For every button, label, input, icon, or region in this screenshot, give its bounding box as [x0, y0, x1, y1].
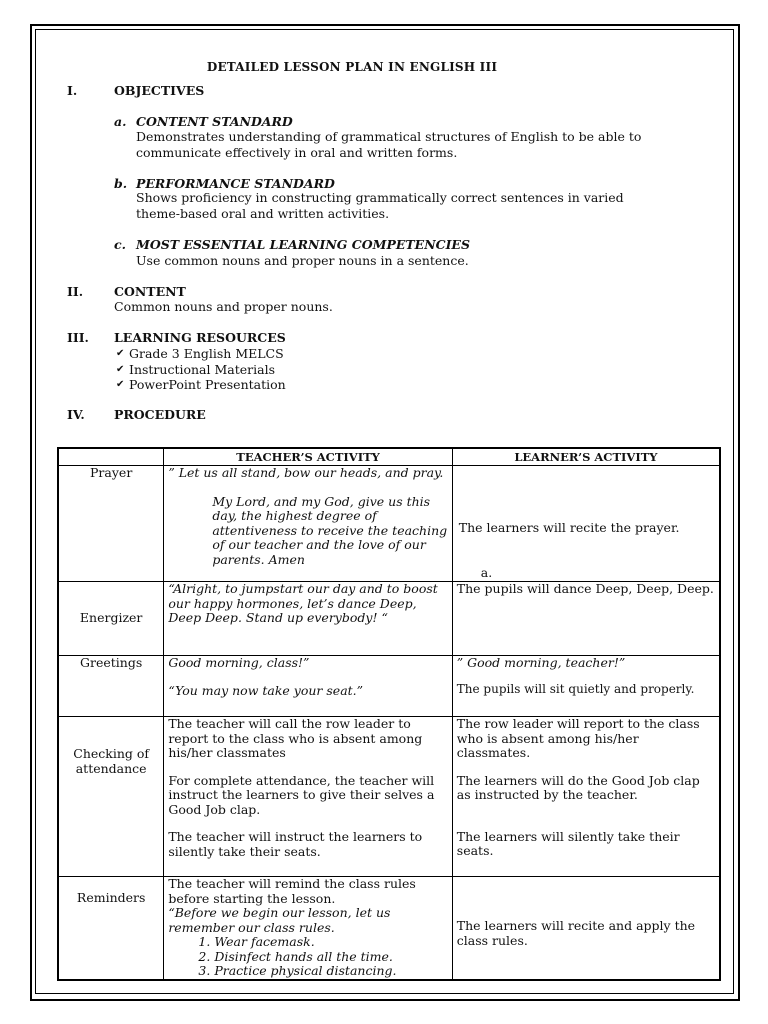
resources-list [116, 346, 286, 393]
row-label-energizer: Energizer [58, 582, 164, 656]
reminders-learner-cell: The learners will recite and apply the class rules. [452, 877, 720, 980]
melc-heading: MOST ESSENTIAL LEARNING COMPETENCIES [136, 237, 470, 252]
energizer-learner-cell: The pupils will dance Deep, Deep, Deep. [452, 582, 720, 656]
list-item: 1. Wear facemask. [214, 935, 447, 950]
section-numeral-procedure: IV. [67, 407, 85, 422]
table-row-energizer [58, 582, 720, 656]
resource-item: ✔ PowerPoint Presentation [116, 377, 286, 392]
section-numeral-content: II. [67, 284, 84, 299]
table-header-learner: LEARNER’S ACTIVITY [452, 448, 720, 466]
attendance-learner-cell: The row leader will report to the class who is absent among his/her classmates. The learners will do the Good Job clap as instructed by the teacher. The learners will silently take their seats. [452, 717, 720, 877]
resource-item: ✔ Instructional Materials [116, 361, 275, 377]
performance-standard-heading: PERFORMANCE STANDARD [136, 176, 335, 191]
table-row-prayer [58, 466, 720, 582]
melc-text: Use common nouns and proper nouns in a sentence. [136, 253, 469, 268]
greetings-teacher-cell: Good morning, class!” “You may now take your seat.” [164, 656, 452, 717]
content-standard-heading: CONTENT STANDARD [136, 114, 293, 129]
table-header-teacher: TEACHER’S ACTIVITY [164, 448, 452, 466]
prayer-teacher-cell: ” Let us all stand, bow our heads, and pray. My Lord, and my God, give us this day, the highest degree of attentiveness to receive the teaching of our teacher and the love of our parents. Amen [164, 466, 452, 582]
list-item: 3. Practice physical distancing. [214, 964, 447, 979]
row-label-prayer: Prayer [58, 466, 164, 582]
content-standard-letter: a. [114, 114, 127, 129]
check-icon: ✔ [116, 348, 125, 359]
document-title: DETAILED LESSON PLAN IN ENGLISH III [206, 60, 498, 74]
section-numeral-objectives: I. [67, 83, 78, 98]
performance-standard-letter: b. [114, 176, 128, 191]
melc-letter: c. [114, 237, 126, 252]
list-item: 2. Disinfect hands all the time. [214, 950, 447, 965]
section-heading-content: CONTENT [114, 284, 186, 299]
performance-standard-text: Shows proficiency in constructing grammatically correct sentences in varied theme-based oral and written activities. [136, 190, 624, 221]
section-heading-procedure: PROCEDURE [114, 407, 206, 422]
table-row-reminders [58, 877, 720, 980]
table-row-greetings [58, 656, 720, 717]
energizer-teacher-cell: “Alright, to jumpstart our day and to boost our happy hormones, let’s dance Deep, Deep Deep. Stand up everybody! “ [164, 582, 452, 656]
section-heading-objectives: OBJECTIVES [114, 83, 205, 98]
table-header-blank [58, 448, 164, 466]
prayer-learner-cell: The learners will recite the prayer. a. [452, 466, 720, 582]
resource-item: ✔ Grade 3 English MELCS [116, 346, 284, 361]
table-row-attendance [58, 717, 720, 877]
attendance-teacher-cell: The teacher will call the row leader to report to the class who is absent among his/her classmates For complete attendance, the teacher will instruct the learners to give their selves a Good Job clap. The teacher will instruct the learners to silently take their seats. [164, 717, 452, 877]
section-heading-resources: LEARNING RESOURCES [114, 330, 286, 345]
table-header-row [58, 448, 720, 466]
class-rules-list [168, 935, 447, 979]
check-icon: ✔ [116, 363, 125, 375]
reminders-teacher-cell: The teacher will remind the class rules before starting the lesson. “Before we begin our lesson, let us remember our class rules. 1. Wear facemask. 2. Disinfect hands all the time. 3. Practice physical distancing. [164, 877, 452, 980]
section-numeral-resources: III. [67, 330, 89, 345]
procedure-table [57, 447, 721, 981]
row-label-greetings: Greetings [58, 656, 164, 717]
check-icon: ✔ [116, 379, 125, 390]
row-label-reminders: Reminders [58, 877, 164, 980]
greetings-learner-cell: ” Good morning, teacher!” The pupils will sit quietly and properly. [452, 656, 720, 717]
row-label-attendance: Checking of attendance [58, 717, 164, 877]
content-text: Common nouns and proper nouns. [114, 299, 333, 314]
content-standard-text: Demonstrates understanding of grammatical structures of English to be able to communicate effectively in oral and written forms. [136, 129, 642, 160]
